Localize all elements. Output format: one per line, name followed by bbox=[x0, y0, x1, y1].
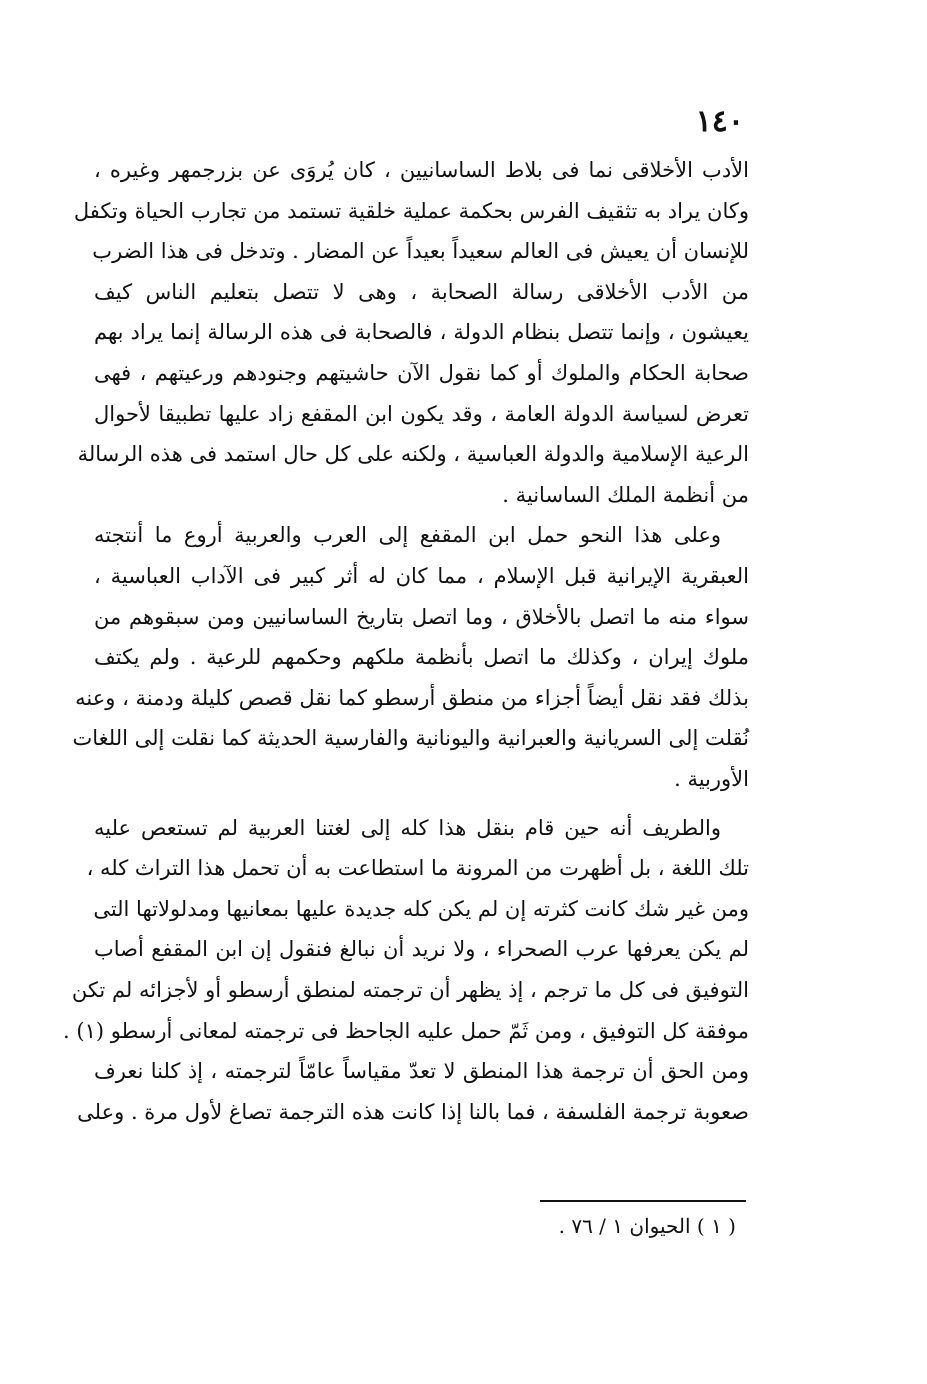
text-line: سواء منه ما اتصل بالأخلاق ، وما اتصل بتاريخ الساسانيين ومن سبقوهم من bbox=[94, 604, 749, 629]
footnote: ( ١ ) الحيوان ١ / ٧٦ . bbox=[558, 1214, 736, 1238]
text-line: ومن غير شك كانت كثرته إن لم يكن كله جديدة عليها بمعانيها ومدلولاتها التى bbox=[93, 896, 749, 921]
text-line: ومن الحق أن ترجمة هذا المنطق لا تعدّ مقياساً عامّاً لترجمته ، إذ كلنا نعرف bbox=[94, 1059, 749, 1084]
page-number: ١٤٠ bbox=[695, 104, 744, 139]
text-line: العبقرية الإيرانية قبل الإسلام ، مما كان له أثر كبير فى الآداب العباسية ، bbox=[94, 564, 749, 588]
text-line: ملوك إيران ، وكذلك ما اتصل بأنظمة ملكهم وحكمهم للرعية . ولم يكتف bbox=[94, 645, 749, 670]
text-line: تعرض لسياسة الدولة العامة ، وقد يكون ابن المقفع زاد عليها تطبيقا لأحوال bbox=[94, 401, 749, 426]
text-line: وكان يراد به تثقيف الفرس بحكمة عملية خلقية تستمد من تجارب الحياة وتكفل bbox=[73, 198, 749, 223]
text-line: صعوبة ترجمة الفلسفة ، فما بالنا إذا كانت هذه الترجمة تصاغ لأول مرة . وعلى bbox=[77, 1099, 749, 1124]
text-line: تلك اللغة ، بل أظهرت من المرونة ما استطاعت به أن تحمل هذا التراث كله ، bbox=[86, 856, 749, 881]
text-line: التوفيق فى كل ما ترجم ، إذ يظهر أن ترجمته لمنطق أرسطو أو لأجزائه لم تكن bbox=[71, 978, 749, 1002]
text-line: والطريف أنه حين قام بنقل هذا كله إلى لغتنا العربية لم تستعص عليه bbox=[94, 815, 721, 840]
text-line: الأدب الأخلاقى نما فى بلاط الساسانيين ، كان يُروَى عن بزرجمهر وغيره ، bbox=[94, 158, 749, 182]
text-line: بذلك فقد نقل أيضاً أجزاء من منطق أرسطو كما نقل قصص كليلة ودمنة ، وعنه bbox=[75, 685, 749, 710]
text-line: الأوربية . bbox=[674, 767, 749, 791]
text-line: من أنظمة الملك الساسانية . bbox=[502, 482, 749, 507]
text-line: لم يكن يعرفها عرب الصحراء ، ولا نريد أن نبالغ فنقول إن ابن المقفع أصاب bbox=[94, 937, 749, 962]
text-line: صحابة الحكام والملوك أو كما نقول الآن حاشيتهم وجنودهم ورعيتهم ، فهى bbox=[94, 361, 749, 385]
text-line: وعلى هذا النحو حمل ابن المقفع إلى العرب والعربية أروع ما أنتجته bbox=[94, 523, 721, 548]
text-line: موفقة كل التوفيق ، ومن ثَمّ حمل عليه الجاحظ فى ترجمته لمعانى أرسطو (١) . bbox=[63, 1018, 749, 1043]
text-line: نُقلت إلى السريانية والعبرانية واليونانية والفارسية الحديثة كما نقلت إلى اللغات bbox=[72, 726, 749, 751]
footnote-divider bbox=[540, 1200, 746, 1202]
text-line: يعيشون ، وإنما تتصل بنظام الدولة ، فالصحابة فى هذه الرسالة إنما يراد بهم bbox=[94, 320, 749, 345]
text-line: من الأدب الأخلاقى رسالة الصحابة ، وهى لا تتصل بتعليم الناس كيف bbox=[94, 279, 749, 304]
text-line: الرعية الإسلامية والدولة العباسية ، ولكنه على كل حال استمد فى هذه الرسالة bbox=[77, 442, 749, 467]
text-line: للإنسان أن يعيش فى العالم سعيداً بعيداً عن المضار . وتدخل فى هذا الضرب bbox=[92, 239, 749, 264]
